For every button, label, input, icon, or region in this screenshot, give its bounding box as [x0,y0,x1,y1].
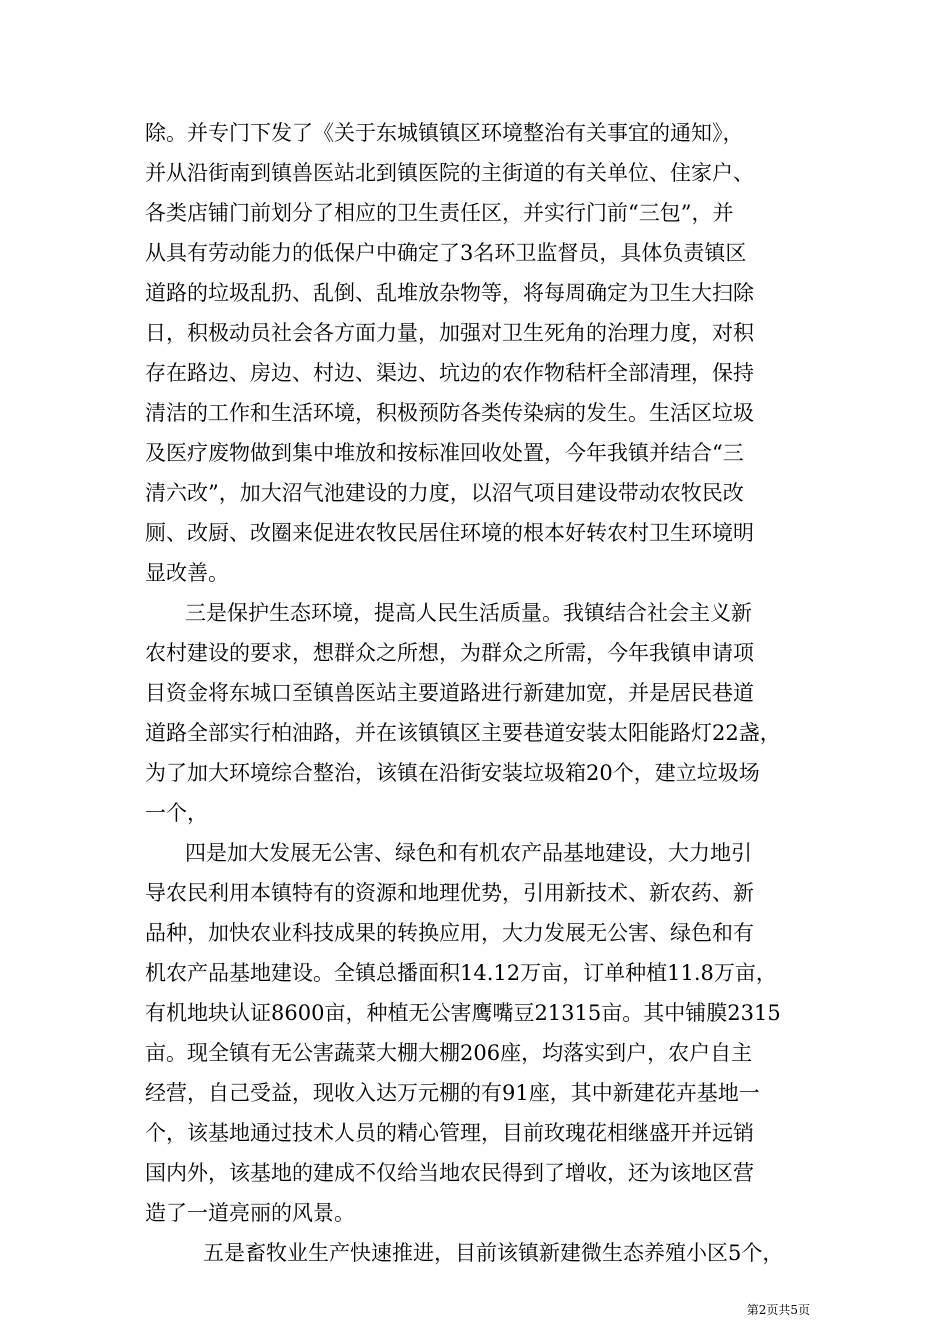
text-line: 并从沿街南到镇兽医站北到镇医院的主街道的有关单位、住家户、 [145,161,754,185]
text-line: 有机地块认证8600亩，种植无公害鹰嘴豆21315亩。其中铺膜2315 [145,1001,781,1025]
text-line: 亩。现全镇有无公害蔬菜大棚大棚206座，均落实到户，农户自主 [145,1041,753,1065]
text-line: 显改善。 [145,561,229,585]
paragraph-first-line: 三是保护生态环境，提高人民生活质量。我镇结合社会主义新 [185,601,752,625]
text-line: 机农产品基地建设。全镇总播面积14.12万亩，订单种植11.8万亩， [145,961,777,985]
text-line: 经营，自己受益，现收入达万元棚的有91座，其中新建花卉基地一 [145,1081,760,1105]
text-line: 清六改”，加大沼气池建设的力度，以沼气项目建设带动农牧民改 [145,481,744,505]
text-line: 除。并专门下发了《关于东城镇镇区环境整治有关事宜的通知》， [145,121,744,145]
text-line: 个，该基地通过技术人员的精心管理，目前玫瑰花相继盛开并远销 [145,1121,754,1145]
text-line: 造了一道亮丽的风景。 [145,1201,355,1225]
text-line: 一个， [145,801,208,825]
text-line: 及医疗废物做到集中堆放和按标准回收处置，今年我镇并结合“三 [145,441,744,465]
page-number: 第2页共5页 [746,1303,810,1317]
text-line: 导农民利用本镇特有的资源和地理优势，引用新技术、新农药、新 [145,881,754,905]
text-line: 清洁的工作和生活环境，积极预防各类传染病的发生。生活区垃圾 [145,401,754,425]
text-line: 日，积极动员社会各方面力量，加强对卫生死角的治理力度，对积 [145,321,754,345]
text-line: 为了加大环境综合整治，该镇在沿街安装垃圾箱20个，建立垃圾场 [145,761,760,785]
text-line: 目资金将东城口至镇兽医站主要道路进行新建加宽，并是居民巷道 [145,681,754,705]
paragraph-first-line: 五是畜牧业生产快速推进，目前该镇新建微生态养殖小区5个， [203,1241,784,1265]
text-line: 道路全部实行柏油路，并在该镇镇区主要巷道安装太阳能路灯22盏， [145,721,781,745]
text-line: 国内外，该基地的建成不仅给当地农民得到了增收，还为该地区营 [145,1161,754,1185]
paragraph-first-line: 四是加大发展无公害、绿色和有机农产品基地建设，大力地引 [185,841,752,865]
text-line: 存在路边、房边、村边、渠边、坑边的农作物秸杆全部清理，保持 [145,361,754,385]
text-line: 品种，加快农业科技成果的转换应用，大力发展无公害、绿色和有 [145,921,754,945]
text-line: 厕、改厨、改圈来促进农牧民居住环境的根本好转农村卫生环境明 [145,521,754,545]
text-line: 道路的垃圾乱扔、乱倒、乱堆放杂物等，将每周确定为卫生大扫除 [145,281,754,305]
text-line: 农村建设的要求，想群众之所想，为群众之所需，今年我镇申请项 [145,641,754,665]
text-line: 从具有劳动能力的低保户中确定了3名环卫监督员，具体负责镇区 [145,241,747,265]
text-line: 各类店铺门前划分了相应的卫生责任区，并实行门前“三包”，并 [145,201,734,225]
